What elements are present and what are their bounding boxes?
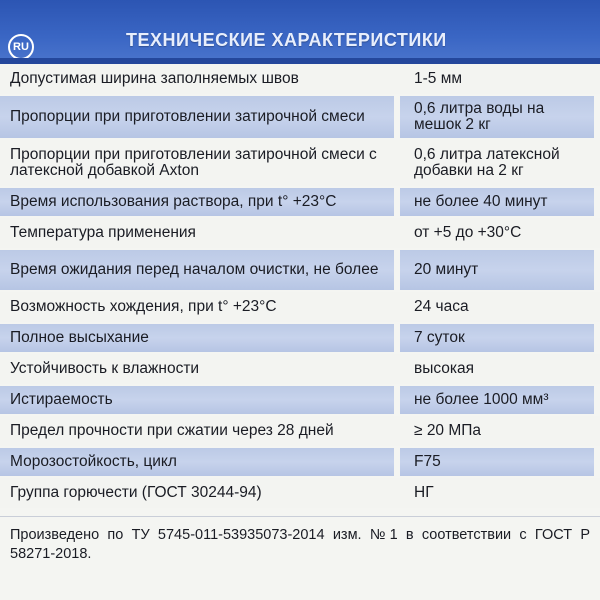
section-title: ТЕХНИЧЕСКИЕ ХАРАКТЕРИСТИКИ	[126, 30, 447, 50]
spec-row	[0, 322, 600, 354]
spec-value: 0,6 литра воды на мешок 2 кг	[400, 96, 594, 138]
spec-param: Предел прочности при сжатии через 28 дней	[0, 416, 400, 446]
spec-param: Допустимая ширина заполняемых швов	[0, 64, 400, 94]
spec-row	[0, 94, 600, 140]
spec-value: высокая	[400, 354, 600, 384]
language-badge: RU	[8, 34, 34, 60]
footer-note: Произведено по ТУ 5745-011-53935073-2014 изм. №1 в соответствии с ГОСТ Р 58271-2018.	[10, 527, 590, 562]
spec-param: Время использования раствора, при t° +23°C	[0, 188, 394, 216]
spec-value: 20 минут	[400, 250, 594, 290]
spec-value: F75	[400, 448, 594, 476]
spec-param: Морозостойкость, цикл	[0, 448, 394, 476]
spec-row	[0, 478, 600, 508]
spec-param: Пропорции при приготовлении затирочной смеси с латексной добавкой Axton	[0, 140, 400, 186]
spec-value: 0,6 литра латексной добавки на 2 кг	[400, 140, 600, 186]
header-bar	[0, 0, 600, 62]
spec-param: Устойчивость к влажности	[0, 354, 400, 384]
spec-row	[0, 446, 600, 478]
spec-value: ≥ 20 МПа	[400, 416, 600, 446]
spec-row	[0, 248, 600, 292]
spec-value: не более 1000 мм³	[400, 386, 594, 414]
spec-table	[0, 64, 600, 508]
spec-param: Полное высыхание	[0, 324, 394, 352]
spec-param: Пропорции при приготовлении затирочной смеси	[0, 96, 394, 138]
spec-value: не более 40 минут	[400, 188, 594, 216]
spec-row	[0, 140, 600, 186]
spec-param: Температура применения	[0, 218, 400, 248]
footer-divider	[0, 516, 600, 517]
spec-row	[0, 64, 600, 94]
spec-param: Время ожидания перед началом очистки, не более	[0, 250, 394, 290]
spec-row	[0, 384, 600, 416]
spec-param: Возможность хождения, при t° +23°C	[0, 292, 400, 322]
spec-value: от +5 до +30°C	[400, 218, 600, 248]
spec-row	[0, 218, 600, 248]
spec-row	[0, 416, 600, 446]
spec-param: Группа горючести (ГОСТ 30244-94)	[0, 478, 400, 508]
spec-value: НГ	[400, 478, 600, 508]
spec-row	[0, 186, 600, 218]
spec-value: 1-5 мм	[400, 64, 600, 94]
spec-row	[0, 292, 600, 322]
spec-param: Истираемость	[0, 386, 394, 414]
spec-row	[0, 354, 600, 384]
spec-value: 24 часа	[400, 292, 600, 322]
spec-value: 7 суток	[400, 324, 594, 352]
